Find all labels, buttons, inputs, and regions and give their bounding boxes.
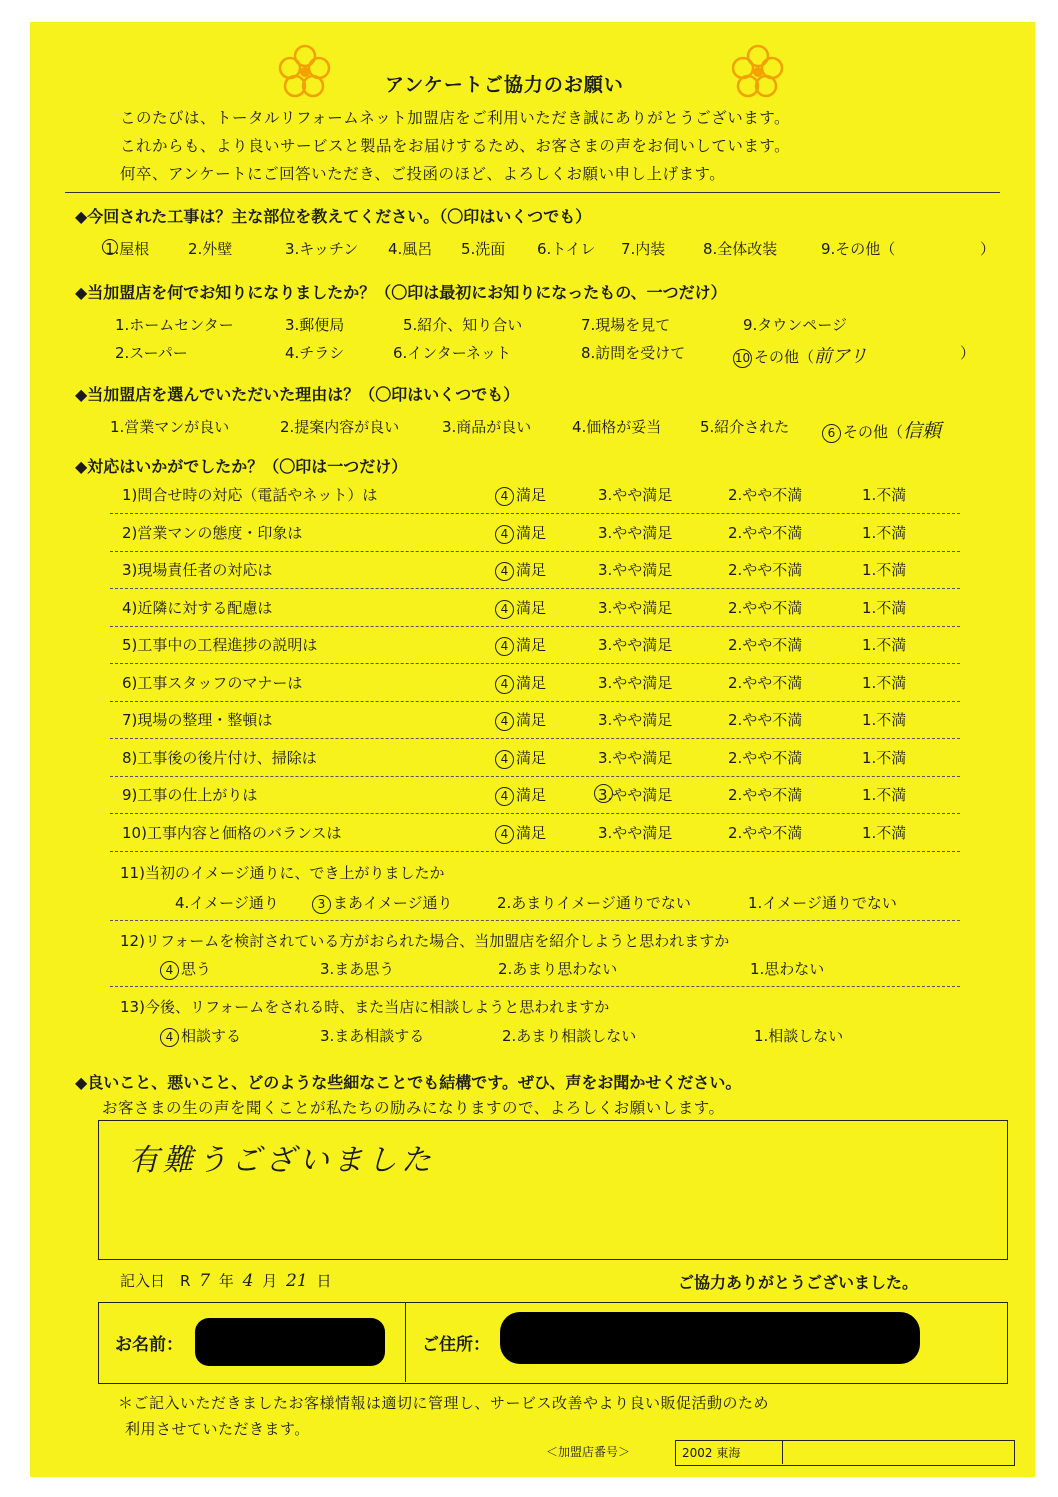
q4-option-2[interactable]: 2.やや不満 [728, 673, 803, 692]
q3-option-4[interactable]: 4.価格が妥当 [572, 418, 662, 436]
intro-line-1: このたびは、トータルリフォームネット加盟店をご利用いただき誠にありがとうございます。 [120, 109, 790, 127]
selected-mark-icon: 3 [312, 895, 331, 914]
row-divider [110, 851, 960, 852]
q4-option-3[interactable]: 3.やや満足 [598, 711, 673, 729]
q4-option-3[interactable]: 3.やや満足 [598, 561, 673, 579]
q4-option-4[interactable]: 4 満足 [495, 484, 546, 506]
privacy-note-2: 利用させていただきます。 [125, 1420, 310, 1438]
q3-heading: ◆当加盟店を選んでいただいた理由は？（〇印はいくつでも） [75, 385, 520, 404]
comments-handwritten: 有難うございました [129, 1143, 435, 1178]
q4-option-1[interactable]: 1.不満 [862, 748, 907, 767]
q4-option-3[interactable]: 3.やや満足 [598, 598, 673, 617]
store-number-label: ＜加盟店番号＞ [546, 1445, 631, 1459]
q2-option-9[interactable]: 9.タウンページ [743, 316, 848, 334]
q4-option-2[interactable]: 2.やや不満 [728, 823, 803, 842]
row-divider [110, 588, 960, 589]
q11-heading: 11)当初のイメージ通りに、でき上がりましたか [120, 864, 445, 882]
selected-mark-icon: 4 [495, 825, 514, 844]
q2-option-7[interactable]: 7.現場を見て [581, 316, 671, 334]
q13-option-3[interactable]: 3.まあ相談する [320, 1027, 425, 1045]
date-month: 4 [242, 1271, 254, 1291]
selected-mark-icon: 10 [733, 349, 752, 368]
q4-option-4[interactable]: 4 満足 [495, 747, 546, 769]
q3-option-1[interactable]: 1.営業マンが良い [110, 418, 230, 436]
q13-heading: 13)今後、リフォームをされる時、また当店に相談しようと思われますか [120, 998, 610, 1016]
divider [65, 192, 1000, 193]
selected-mark-icon: 4 [495, 750, 514, 769]
q4-heading: ◆対応はいかがでしたか？（〇印は一つだけ） [75, 457, 408, 476]
q1-option-3[interactable]: 3.キッチン [285, 240, 359, 258]
q4-row-label: 2)営業マンの態度・印象は [122, 523, 303, 542]
selected-mark-icon: 4 [160, 961, 179, 980]
address-redaction [500, 1312, 920, 1364]
q12-option-2[interactable]: 2.あまり思わない [498, 960, 618, 978]
q2-option-1[interactable]: 1.ホームセンター [115, 316, 234, 334]
page-title: アンケートご協力のお願い [385, 74, 624, 96]
q4-option-4[interactable]: 4 満足 [495, 597, 546, 619]
selected-mark-icon: 4 [160, 1028, 179, 1047]
q4-option-3[interactable]: 3.やや満足 [598, 486, 673, 504]
q3-option-2[interactable]: 2.提案内容が良い [280, 418, 400, 436]
q2-option-6[interactable]: 6.インターネット [393, 344, 511, 362]
flower-left-icon [275, 42, 335, 102]
q4-row-label: 1)問合せ時の対応（電話やネット）は [122, 486, 378, 504]
q4-option-3[interactable]: 3.やや満足 [598, 673, 673, 692]
survey-sheet [30, 22, 1035, 1477]
q12-heading: 12)リフォームを検討されている方がおられた場合、当加盟店を紹介しようと思われますか [120, 932, 730, 950]
contact-divider [405, 1302, 406, 1382]
q4-option-1[interactable]: 1.不満 [862, 711, 907, 729]
row-divider [110, 920, 960, 921]
row-divider [110, 776, 960, 777]
q1-option-6[interactable]: 6.トイレ [537, 240, 596, 258]
name-label: お名前： [115, 1335, 183, 1355]
q13-option-2[interactable]: 2.あまり相談しない [502, 1027, 637, 1045]
row-divider [110, 663, 960, 664]
q4-option-3[interactable]: 3.やや満足 [598, 748, 673, 767]
q4-option-2[interactable]: 2.やや不満 [728, 486, 803, 504]
q2-heading: ◆当加盟店を何でお知りになりましたか？（〇印は最初にお知りになったもの、一つだけ） [75, 283, 727, 302]
q3-option-5[interactable]: 5.紹介された [700, 418, 790, 436]
q4-option-1[interactable]: 1.不満 [862, 636, 907, 654]
q4-row-label: 10)工事内容と価格のバランスは [122, 823, 342, 842]
q2-option-close: ） [960, 344, 976, 362]
privacy-note-1: ＊ご記入いただきましたお客様情報は適切に管理し、サービス改善やより良い販促活動のため [118, 1394, 770, 1412]
q2-option-8[interactable]: 8.訪問を受けて [581, 344, 686, 362]
q4-option-4[interactable]: 4 満足 [495, 822, 546, 844]
q2-option-3[interactable]: 3.郵便局 [285, 316, 345, 334]
q11-option-1[interactable]: 1.イメージ通りでない [748, 894, 897, 912]
q4-row-label: 6)工事スタッフのマナーは [122, 673, 303, 692]
q4-option-4[interactable]: 4 満足 [495, 784, 546, 806]
q4-option-1[interactable]: 1.不満 [862, 673, 907, 692]
q2-option-4[interactable]: 4.チラシ [285, 344, 345, 362]
row-divider [110, 513, 960, 514]
q4-option-1[interactable]: 1.不満 [862, 786, 907, 804]
selected-mark-icon: 4 [495, 600, 514, 619]
q4-option-2[interactable]: 2.やや不満 [728, 711, 803, 729]
q4-option-1[interactable]: 1.不満 [862, 486, 907, 504]
row-divider [110, 626, 960, 627]
q13-option-4[interactable]: 4 相談する [160, 1025, 241, 1047]
comments-heading: ◆良いこと、悪いこと、どのような些細なことでも結構です。ぜひ、声をお聞かせください。 [75, 1073, 742, 1092]
q4-option-2[interactable]: 2.やや不満 [728, 748, 803, 767]
selected-mark-icon: 4 [495, 637, 514, 656]
q1-option-1[interactable]: 1.屋根 [105, 238, 149, 259]
q4-option-3[interactable]: 3.やや満足 [598, 823, 673, 842]
q4-option-2[interactable]: 2.やや不満 [728, 523, 803, 542]
date-day: 21 [286, 1271, 308, 1291]
q13-option-1[interactable]: 1.相談しない [754, 1027, 844, 1045]
q4-option-4[interactable]: 4 満足 [495, 522, 546, 544]
q11-option-2[interactable]: 2.あまりイメージ通りでない [497, 894, 691, 912]
q4-option-3[interactable]: 3.やや満足 [598, 636, 673, 654]
q4-option-2[interactable]: 2.やや不満 [728, 636, 803, 654]
address-label: ご住所： [422, 1335, 490, 1355]
q4-option-2[interactable]: 2.やや不満 [728, 561, 803, 579]
selected-mark-icon: 6 [822, 424, 841, 443]
q2-option-2[interactable]: 2.スーパー [115, 344, 188, 362]
q3-option-6[interactable]: 6 その他（信頼 [822, 416, 941, 443]
q4-option-3[interactable]: 3.やや満足 [598, 523, 673, 542]
q4-option-1[interactable]: 1.不満 [862, 561, 907, 579]
q4-row-label: 8)工事後の後片付け、掃除は [122, 748, 317, 767]
q4-option-1[interactable]: 1.不満 [862, 523, 907, 542]
selected-mark-icon: 4 [495, 562, 514, 581]
q4-option-2[interactable]: 2.やや不満 [728, 786, 803, 804]
row-divider [110, 701, 960, 702]
entry-date: 記入日 R 7 年 4 月 21 日 [120, 1271, 332, 1291]
row-divider [110, 813, 960, 814]
q1-option-4[interactable]: 4.風呂 [388, 240, 433, 258]
q1-option-9[interactable]: 9.その他（ [821, 240, 896, 258]
q4-option-2[interactable]: 2.やや不満 [728, 598, 803, 617]
q4-row-label: 5)工事中の工程進捗の説明は [122, 636, 318, 654]
q4-row-label: 4)近隣に対する配慮は [122, 598, 273, 617]
q3-handwritten-other: 信頼 [903, 420, 942, 442]
date-year: 7 [199, 1271, 211, 1291]
selected-mark-icon: 4 [495, 487, 514, 506]
flower-right-icon [728, 42, 788, 102]
q1-option-2[interactable]: 2.外壁 [188, 240, 233, 258]
row-divider [110, 986, 960, 987]
selected-mark-icon: 4 [495, 675, 514, 694]
selected-mark-icon [594, 784, 613, 803]
name-redaction [195, 1318, 385, 1366]
intro-line-3: 何卒、アンケートにご回答いただき、ご投函のほど、よろしくお願い申し上げます。 [120, 165, 726, 183]
q2-option-10[interactable]: 10 その他（前アリ [734, 346, 868, 367]
q4-option-4[interactable]: 4 満足 [495, 709, 546, 731]
q1-option-close: ） [980, 240, 996, 258]
selected-mark-icon: 4 [495, 525, 514, 544]
q12-option-1[interactable]: 1.思わない [750, 960, 825, 978]
q12-option-3[interactable]: 3.まあ思う [320, 960, 395, 978]
q11-option-4[interactable]: 4.イメージ通り [175, 894, 279, 912]
q1-heading: ◆今回された工事は？主な部位を教えてください。（〇印はいくつでも） [75, 207, 592, 226]
q1-option-5[interactable]: 5.洗面 [461, 240, 506, 258]
selected-mark-icon: 4 [495, 787, 514, 806]
thanks-text: ご協力ありがとうございました。 [678, 1273, 919, 1292]
q4-option-4[interactable]: 4 満足 [495, 672, 546, 694]
q4-option-4[interactable]: 4 満足 [495, 634, 546, 656]
row-divider [110, 738, 960, 739]
q4-row-label: 3)現場責任者の対応は [122, 561, 273, 579]
q2-option-5[interactable]: 5.紹介、知り合い [403, 316, 523, 334]
q4-row-label: 7)現場の整理・整頓は [122, 711, 273, 729]
q1-option-7[interactable]: 7.内装 [621, 240, 666, 258]
q2-handwritten-other: 前アリ [814, 346, 868, 367]
q4-option-3[interactable]: 3.やや満足 [598, 784, 672, 805]
row-divider [110, 551, 960, 552]
q3-option-3[interactable]: 3.商品が良い [442, 418, 532, 436]
intro-line-2: これからも、より良いサービスと製品をお届けするため、お客さまの声をお伺いしています。 [120, 137, 791, 155]
store-number: 2002 東海 [682, 1446, 741, 1460]
comments-box[interactable] [98, 1120, 1008, 1260]
q11-option-3[interactable]: 3 まあイメージ通り [312, 892, 453, 914]
q4-option-1[interactable]: 1.不満 [862, 598, 907, 617]
q1-option-8[interactable]: 8.全体改装 [703, 240, 778, 258]
q4-option-1[interactable]: 1.不満 [862, 823, 907, 842]
comments-subheading: お客さまの生の声を聞くことが私たちの励みになりますので、よろしくお願いします。 [102, 1099, 725, 1117]
selected-mark-icon: 4 [495, 712, 514, 731]
q4-row-label: 9)工事の仕上がりは [122, 786, 258, 804]
q12-option-4[interactable]: 4 思う [160, 958, 211, 980]
q4-option-4[interactable]: 4 満足 [495, 559, 546, 581]
